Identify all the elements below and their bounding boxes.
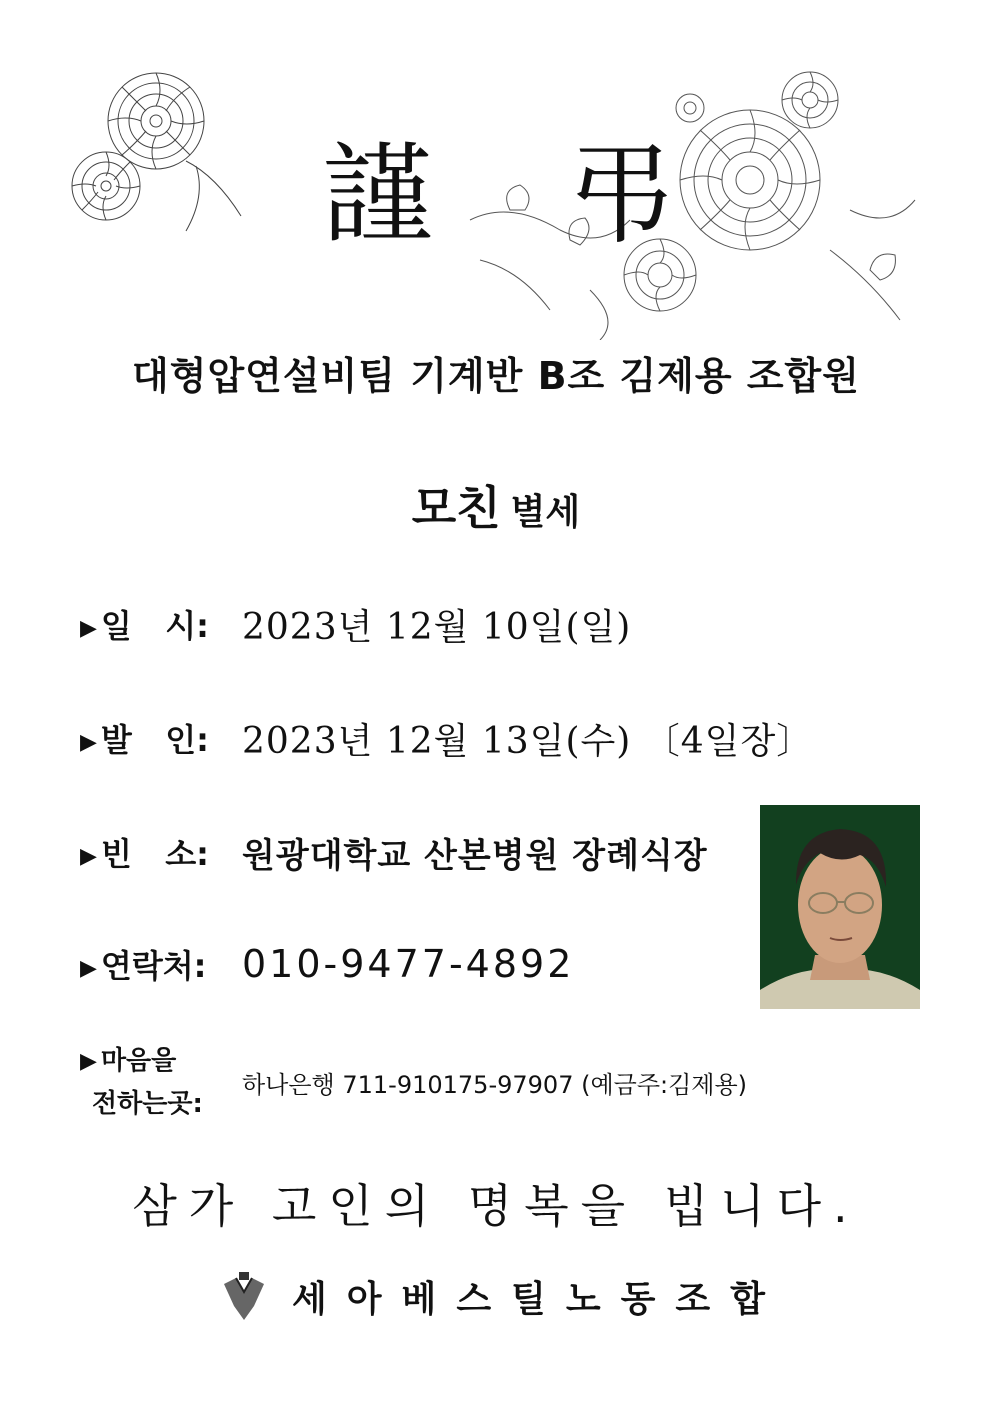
date-value: 2023년 12월 10일(일) — [242, 606, 632, 648]
label-text: 빈 소: — [100, 835, 209, 873]
arrow-icon: ▶ — [80, 955, 97, 981]
account-label-line2: 전하는곳: — [92, 1088, 203, 1119]
phone-value: 010-9477-4892 — [242, 942, 575, 986]
relation-main: 모친 — [411, 481, 501, 535]
arrow-icon: ▶ — [80, 729, 97, 755]
title-char-1: 謹 — [322, 131, 432, 259]
relation-sub: 별세 — [510, 492, 581, 533]
arrow-icon: ▶ — [80, 1048, 97, 1074]
account-value: 하나은행 711-910175-97907 (예금주:김제용) — [242, 1070, 748, 1099]
info-row-contact — [80, 934, 574, 994]
info-label — [80, 601, 242, 647]
info-row-place — [80, 822, 708, 882]
union-name: 세아베스틸노동조합 — [292, 1278, 785, 1320]
funeral-date-value: 2023년 12월 13일(수) 〔4일장〕 — [242, 720, 814, 762]
label-text: 연락처: — [100, 947, 207, 985]
info-label — [80, 941, 242, 987]
info-row-date — [80, 594, 631, 654]
arrow-icon: ▶ — [80, 843, 97, 869]
info-label — [80, 715, 242, 761]
place-value: 원광대학교 산본병원 장례식장 — [242, 835, 708, 876]
relation-line — [0, 472, 992, 538]
account-label-line1: 마음을 — [100, 1046, 177, 1076]
arrow-icon: ▶ — [80, 615, 97, 641]
title-char-2: 弔 — [566, 131, 676, 259]
footer — [222, 1266, 785, 1326]
title — [0, 130, 992, 260]
info-row-funeral — [80, 708, 813, 768]
label-text: 일 시: — [100, 607, 209, 645]
union-logo-icon — [222, 1270, 266, 1322]
info-label — [80, 829, 242, 875]
closing-message: 삼가 고인의 명복을 빕니다. — [132, 1179, 860, 1233]
member-affiliation: 대형압연설비팀 기계반 B조 김제용 조합원 — [132, 354, 860, 398]
portrait-photo — [760, 805, 920, 1009]
account-label — [80, 1040, 242, 1125]
info-row-account — [80, 1040, 747, 1125]
label-text: 발 인: — [100, 721, 209, 759]
